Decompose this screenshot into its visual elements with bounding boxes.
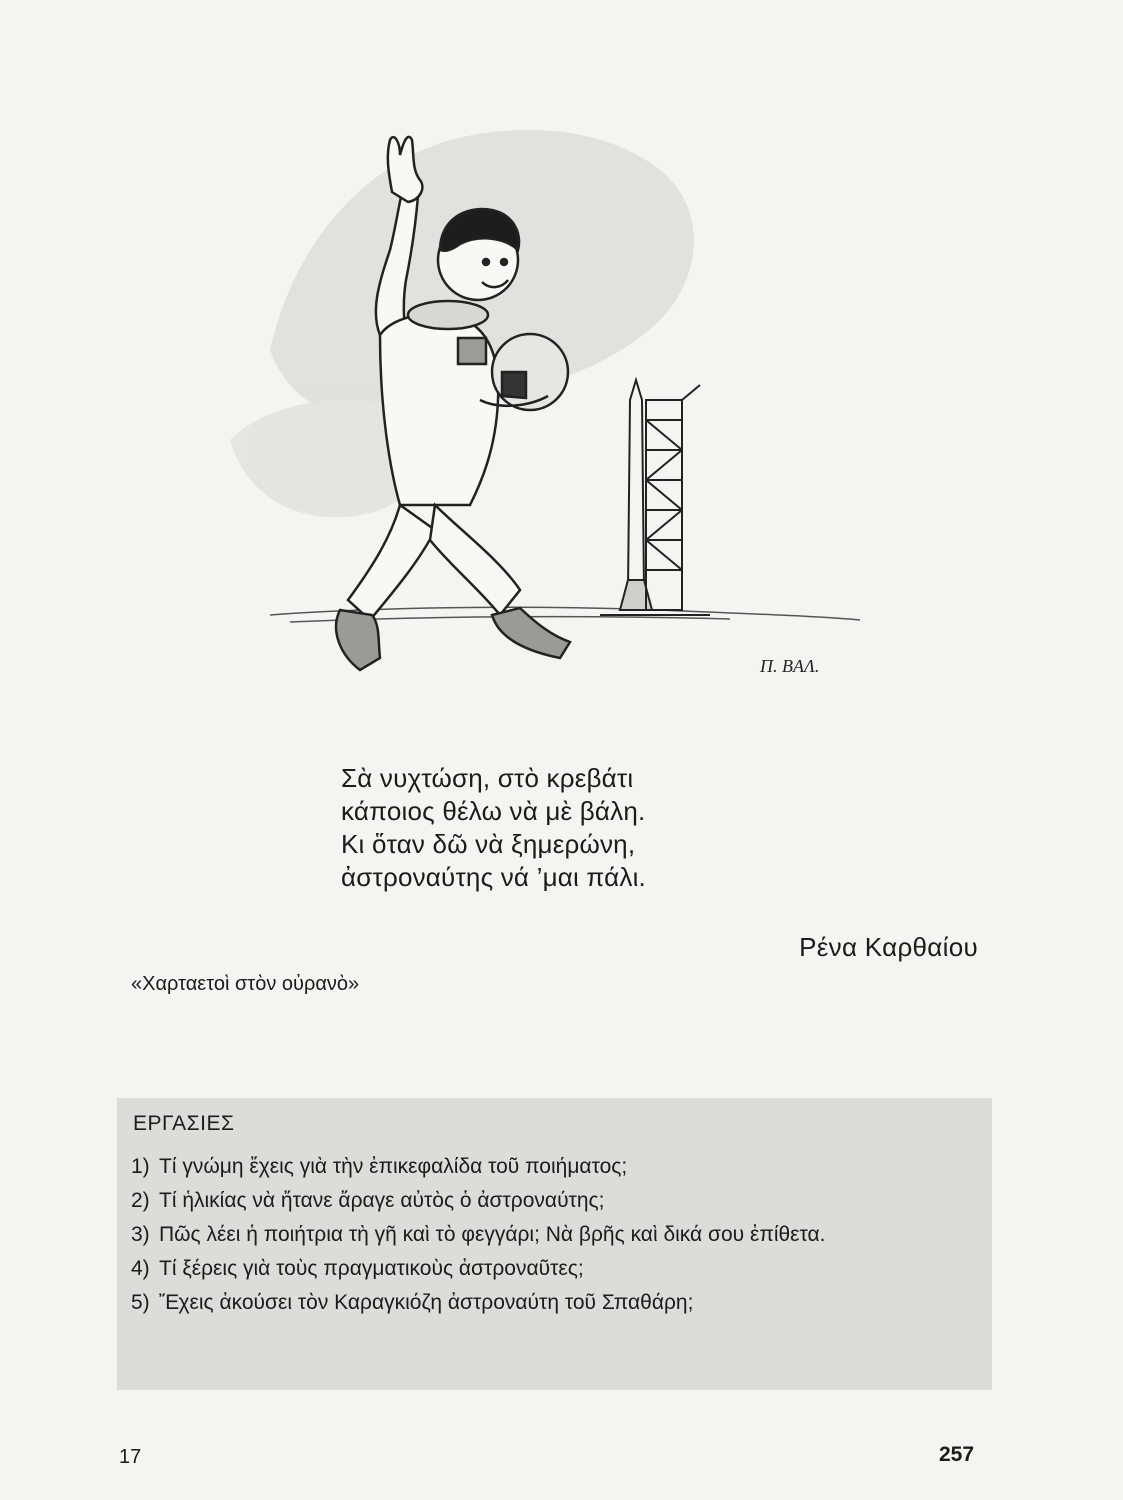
exercises-title: ΕΡΓΑΣΙΕΣ (133, 1112, 235, 1135)
exercises-list (131, 1152, 981, 1322)
poem-line: Κι ὅταν δῶ νὰ ξημερώνη, (341, 829, 636, 859)
exercise-text: Τί ἡλικίας νὰ ἤτανε ἄραγε αὐτὸς ὁ ἀστροναύτης; (159, 1189, 605, 1212)
exercise-number: 5) (131, 1291, 150, 1314)
poem-line: ἀστροναύτης νά ’μαι πάλι. (341, 862, 646, 892)
exercise-item (131, 1288, 981, 1318)
poem-author: Ρένα Καρθαίου (799, 932, 978, 962)
exercise-number: 4) (131, 1257, 150, 1280)
exercises-box (117, 1098, 992, 1390)
poem-source: «Χαρταετοὶ στὸν οὐρανὸ» (131, 973, 360, 995)
exercise-text: Πῶς λέει ἡ ποιήτρια τὴ γῆ καὶ τὸ φεγγάρι; Νὰ βρῆς καὶ δικά σου ἐπίθετα. (159, 1223, 826, 1246)
exercise-text: Τί γνώμη ἔχεις γιὰ τὴν ἐπικεφαλίδα τοῦ ποιήματος; (159, 1155, 628, 1178)
exercise-number: 2) (131, 1189, 150, 1212)
illustrator-signature: Π. ΒΑΛ. (760, 656, 820, 676)
exercise-text: Ἔχεις ἀκούσει τὸν Καραγκιόζη ἀστροναύτη τοῦ Σπαθάρη; (159, 1291, 694, 1314)
exercise-item (131, 1220, 981, 1250)
exercise-number: 1) (131, 1155, 150, 1178)
poem-line: κάποιος θέλω νὰ μὲ βάλη. (341, 796, 646, 826)
page-number: 257 (939, 1443, 975, 1466)
poem-stanza (341, 762, 646, 894)
poem-line: Σὰ νυχτώση, στὸ κρεβάτι (341, 763, 634, 793)
astronaut-illustration (230, 110, 880, 730)
exercise-item (131, 1186, 981, 1216)
exercise-number: 3) (131, 1223, 150, 1246)
printer-signature-mark: 17 (119, 1446, 142, 1468)
exercise-item (131, 1254, 981, 1284)
exercise-text: Τί ξέρεις γιὰ τοὺς πραγματικοὺς ἀστροναῦτες; (159, 1257, 584, 1280)
rocket-launch-tower (600, 380, 710, 615)
exercise-item (131, 1152, 981, 1182)
